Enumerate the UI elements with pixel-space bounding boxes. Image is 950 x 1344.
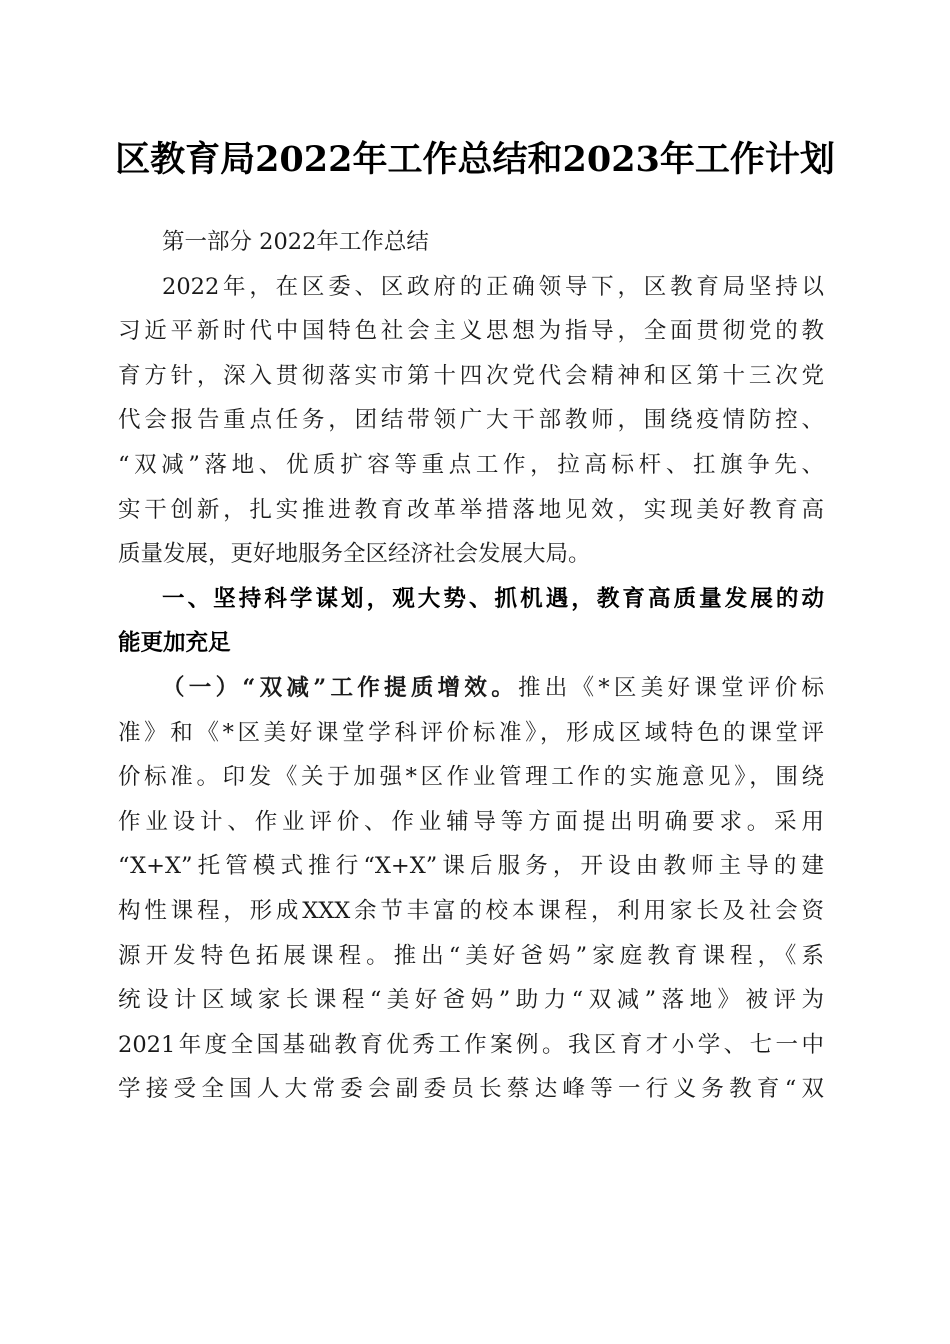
subsection-first-line [118, 666, 824, 711]
paragraph-line: 学接受全国人大常委会副委员长蔡达峰等一行义务教育“双 [118, 1076, 824, 1103]
section-heading-line: 能更加充足 [118, 630, 231, 657]
paragraph-line: 准》和《*区美好课堂学科评价标准》，形成区域特色的课堂评 [118, 719, 824, 746]
paragraph-line: 构性课程，形成XXX余节丰富的校本课程，利用家长及社会资 [118, 897, 824, 924]
paragraph-line: 实干创新，扎实推进教育改革举措落地见效，实现美好教育高 [118, 496, 824, 523]
part-heading: 第一部分 2022年工作总结 [162, 229, 429, 255]
paragraph-line: 统设计区域家长课程“美好爸妈”助力“双减”落地》被评为 [118, 987, 824, 1014]
paragraph-line: “X+X”托管模式推行“X+X”课后服务，开设由教师主导的建 [118, 853, 824, 880]
section-heading-line: 一、坚持科学谋划，观大势、抓机遇，教育高质量发展的动 [162, 585, 824, 612]
paragraph-line: 价标准。印发《关于加强*区作业管理工作的实施意见》，围绕 [118, 764, 824, 791]
subsection-paragraph [118, 666, 824, 1112]
paragraph-line: “双减”落地、优质扩容等重点工作，拉高标杆、扛旗争先、 [118, 451, 824, 478]
subsection-heading: （一）“双减”工作提质增效。 [162, 674, 518, 701]
paragraph-line: 习近平新时代中国特色社会主义思想为指导，全面贯彻党的教 [118, 318, 824, 345]
document-body [118, 220, 824, 1112]
paragraph-line: 代会报告重点任务，团结带领广大干部教师，围绕疫情防控、 [118, 407, 824, 434]
paragraph-line: 2022年，在区委、区政府的正确领导下，区教育局坚持以 [162, 273, 824, 300]
paragraph-line: 育方针，深入贯彻落实市第十四次党代会精神和区第十三次党 [118, 362, 824, 389]
paragraph-line: 质量发展，更好地服务全区经济社会发展大局。 [118, 541, 591, 568]
intro-paragraph [118, 265, 824, 577]
paragraph-line: 2021年度全国基础教育优秀工作案例。我区育才小学、七一中 [118, 1031, 824, 1058]
paragraph-text: 推出《*区美好课堂评价标 [518, 674, 824, 701]
document-title: 区教育局2022年工作总结和2023年工作计划 [115, 139, 835, 180]
section-heading [118, 577, 824, 666]
paragraph-line: 源开发特色拓展课程。推出“美好爸妈”家庭教育课程，《系 [118, 942, 824, 969]
paragraph-line: 作业设计、作业评价、作业辅导等方面提出明确要求。采用 [118, 808, 824, 835]
